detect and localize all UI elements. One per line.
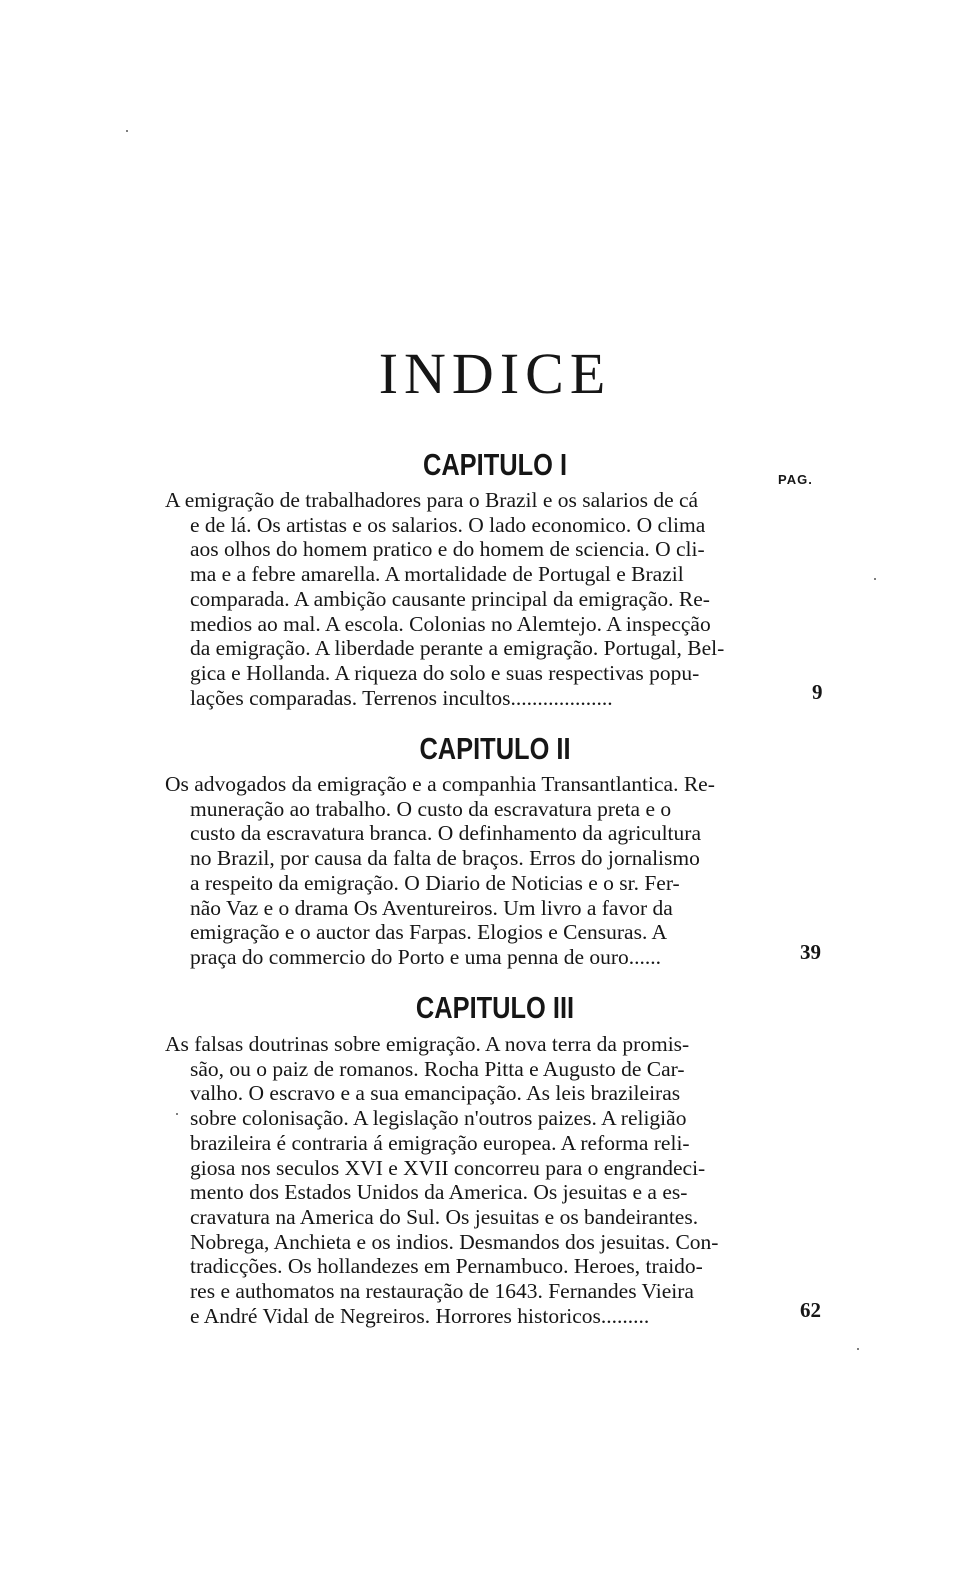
chapter-2-line: muneração ao trabalho. O custo da escravatura preta e o <box>190 796 672 821</box>
chapter-1-page-number: 9 <box>812 680 823 704</box>
chapter-2-heading: CAPITULO II <box>419 731 571 766</box>
chapter-3-line: giosa nos seculos XVI e XVII concorreu para o engrandeci- <box>190 1155 706 1180</box>
chapter-1-line: gica e Hollanda. A riqueza do solo e suas respectivas popu- <box>190 660 700 685</box>
chapter-1-line: lações comparadas. Terrenos incultos................... <box>190 685 613 710</box>
chapter-2-line: a respeito da emigração. O Diario de Noticias e o sr. Fer- <box>190 870 680 895</box>
chapter-3-line: sobre colonisação. A legislação n'outros paizes. A religião <box>190 1106 687 1131</box>
chapter-3-line: mento dos Estados Unidos da America. Os jesuitas e a es- <box>190 1180 688 1205</box>
chapter-3-line: valho. O escravo e a sua emancipação. As leis brazileiras <box>190 1081 681 1106</box>
chapter-3-line: As falsas doutrinas sobre emigração. A nova terra da promis- <box>165 1032 690 1056</box>
chapter-2-line: no Brazil, por causa da falta de braços. Erros do jornalismo <box>190 846 700 871</box>
chapter-3-line: Nobrega, Anchieta e os indios. Desmandos dos jesuitas. Con- <box>190 1229 719 1254</box>
scan-speck <box>126 130 128 132</box>
chapter-2-line: emigração e o auctor das Farpas. Elogios e Censuras. A <box>190 920 668 945</box>
scan-speck <box>874 578 876 580</box>
scan-speck <box>857 1348 859 1350</box>
chapter-1-line: aos olhos do homem pratico e do homem de sciencia. O cli- <box>190 537 705 562</box>
chapter-1-heading: CAPITULO I <box>422 447 568 482</box>
page-column-label: PAG. <box>778 472 813 487</box>
chapter-3-line: e André Vidal de Negreiros. Horrores historicos......... <box>190 1303 650 1328</box>
chapter-3-line: brazileira é contraria á emigração europea. A reforma reli- <box>190 1130 690 1155</box>
chapter-3-line: são, ou o paiz de romanos. Rocha Pitta e Augusto de Car- <box>190 1056 685 1081</box>
chapter-2-line: não Vaz e o drama Os Aventureiros. Um livro a favor da <box>190 895 673 920</box>
chapter-2-line: praça do commercio do Porto e uma penna de ouro...... <box>190 944 662 969</box>
chapter-3-line: cravatura na America do Sul. Os jesuitas e os bandeirantes. <box>190 1204 699 1229</box>
chapter-2-page-number: 39 <box>800 940 821 964</box>
chapter-2-line: custo da escravatura branca. O definhamento da agricultura <box>190 821 701 846</box>
scan-speck <box>176 1113 178 1115</box>
chapter-3-summary <box>165 1032 783 1328</box>
chapter-3-page-number: 62 <box>800 1298 821 1322</box>
chapter-1-line: ma e a febre amarella. A mortalidade de Portugal e Brazil <box>190 562 684 587</box>
chapter-1-line: comparada. A ambição causante principal da emigração. Re- <box>190 586 710 611</box>
chapter-1-line: medios ao mal. A escola. Colonias no Alemtejo. A inspecção <box>190 611 711 636</box>
chapter-1-summary <box>165 488 783 710</box>
chapter-1-line: A emigração de trabalhadores para o Brazil e os salarios de cá <box>165 488 699 512</box>
chapter-1-line: e de lá. Os artistas e os salarios. O lado economico. O clima <box>190 512 706 537</box>
chapter-3-heading: CAPITULO III <box>415 990 575 1025</box>
chapter-1-line: da emigração. A liberdade perante a emigração. Portugal, Bel- <box>190 636 725 661</box>
index-title: INDICE <box>378 341 612 406</box>
chapter-3-line: tradicções. Os hollandezes em Pernambuco. Heroes, traido- <box>190 1254 703 1279</box>
chapter-2-line: Os advogados da emigração e a companhia Transantlantica. Re- <box>165 772 715 796</box>
chapter-3-line: res e authomatos na restauração de 1643. Fernandes Vieira <box>190 1279 694 1304</box>
chapter-2-summary <box>165 772 783 970</box>
